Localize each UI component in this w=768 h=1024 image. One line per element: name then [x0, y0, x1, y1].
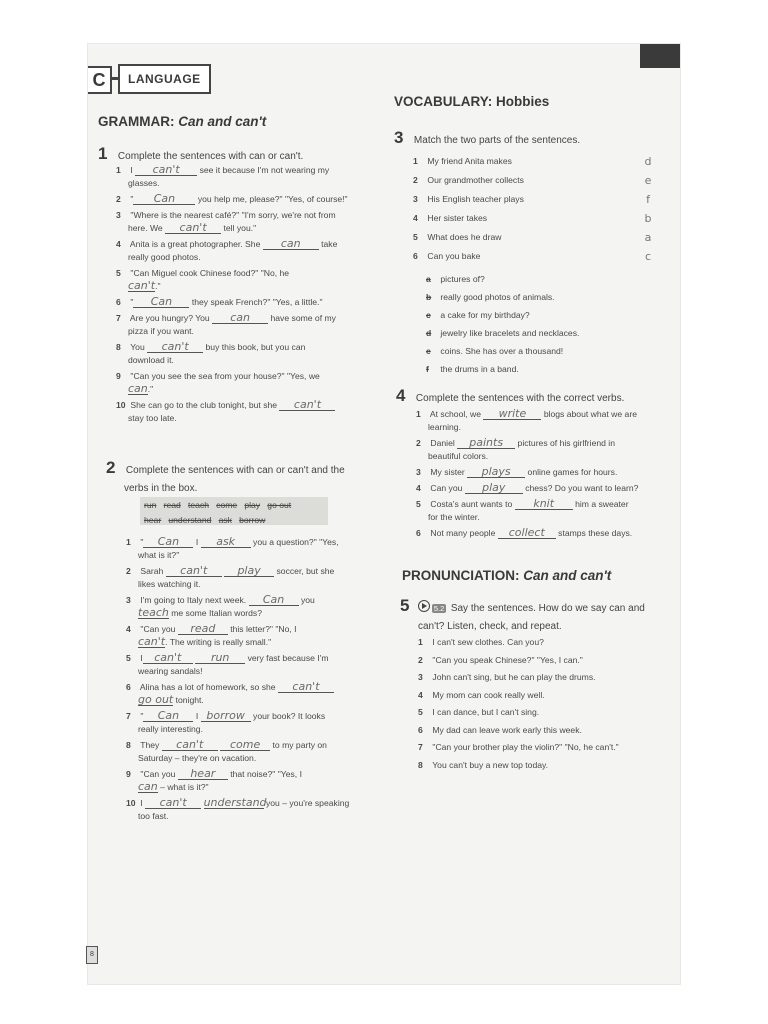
- list-item: 8 You can't buy this book, but you can download it.: [116, 340, 306, 365]
- list-item: 4 "Can you read this letter?" "No, I can't. The writing is really small.": [126, 622, 297, 648]
- word-box-word: hear: [144, 515, 162, 525]
- margin-answers: [640, 152, 656, 266]
- list-item: 4 Can you play chess? Do you want to learn?: [416, 481, 639, 494]
- list-item: 6 Not many people collect stamps these days.: [416, 526, 633, 539]
- vocabulary-title-topic: Hobbies: [496, 94, 550, 109]
- list-item: 4 Her sister takes: [413, 213, 488, 223]
- list-item: a pictures of?: [426, 274, 485, 284]
- list-item: 7 Are you hungry? You can have some of my pizza if you want.: [116, 311, 336, 336]
- section-label: LANGUAGE: [118, 64, 211, 94]
- section-letter: C: [88, 66, 112, 94]
- answer-blank[interactable]: can't: [147, 341, 203, 353]
- answer-blank[interactable]: play: [465, 482, 523, 494]
- list-item: 1 My friend Anita makes: [413, 156, 512, 166]
- exercise-instruction: Complete the sentences with can or can't and the: [125, 465, 345, 476]
- answer-blank[interactable]: Can: [143, 536, 193, 548]
- exercise-4-heading: [396, 386, 624, 406]
- margin-answer[interactable]: b: [644, 212, 652, 225]
- answer-blank[interactable]: come: [220, 739, 270, 751]
- exercise-3-right-column: [426, 270, 656, 378]
- word-box-word: run: [144, 500, 157, 510]
- answer-blank[interactable]: plays: [467, 466, 525, 478]
- answer-blank[interactable]: can: [212, 312, 268, 324]
- exercise-instruction: Complete the sentences with the correct verbs.: [415, 393, 625, 404]
- answer-blank[interactable]: teach: [138, 606, 169, 619]
- worksheet-content: [88, 44, 680, 984]
- margin-answer[interactable]: e: [644, 174, 652, 187]
- exercise-2-items: [126, 536, 381, 823]
- word-box-row: [140, 514, 328, 529]
- exercise-instruction: Complete the sentences with can or can't.: [117, 151, 304, 162]
- exercise-3-heading: [394, 128, 580, 148]
- answer-blank[interactable]: can: [138, 780, 158, 793]
- page-number: 8: [90, 951, 94, 958]
- answer-blank[interactable]: can't: [145, 797, 201, 809]
- grammar-title-prefix: GRAMMAR:: [98, 114, 175, 129]
- list-item: 1 At school, we write blogs about what we are learning.: [416, 407, 637, 432]
- margin-answer[interactable]: f: [646, 193, 650, 206]
- vocabulary-title: [394, 94, 549, 109]
- list-item: 5 What does he draw: [413, 232, 502, 242]
- list-item: 7 " Can I borrow your book? It looks really interesting.: [126, 709, 326, 734]
- list-item: 2 "Can you speak Chinese?" "Yes, I can.": [418, 654, 583, 665]
- list-item: 10 I can't understand you – you're speaking too fast.: [126, 796, 350, 821]
- answer-blank[interactable]: go out: [138, 693, 174, 706]
- list-item: 3 "Where is the nearest café?" "I'm sorry, we're not from here. We can't tell you.": [116, 210, 336, 234]
- list-item: 10 She can go to the club tonight, but she can't stay too late.: [116, 399, 371, 425]
- answer-blank[interactable]: can't: [278, 681, 334, 693]
- list-item: 2 Daniel paints pictures of his girlfriend in beautiful colors.: [416, 436, 615, 461]
- answer-blank[interactable]: can't: [279, 399, 335, 411]
- list-item: c a cake for my birthday?: [426, 310, 530, 320]
- word-box-word: come: [216, 500, 238, 510]
- list-item: 1 I can't sew clothes. Can you?: [418, 637, 544, 647]
- answer-blank[interactable]: play: [224, 565, 274, 577]
- list-item: 3 My sister plays online games for hours.: [416, 465, 618, 478]
- exercise-3-left-column: [413, 152, 613, 266]
- word-box-word: read: [163, 500, 181, 510]
- exercise-number: 1: [98, 144, 108, 163]
- list-item: 1 " Can I ask you a question?" "Yes, what is it?": [126, 535, 339, 560]
- list-item: 8 You can't buy a new top today.: [418, 759, 549, 770]
- exercise-instruction: Match the two parts of the sentences.: [413, 135, 581, 146]
- list-item: 4 My mom can cook really well.: [418, 689, 545, 700]
- list-item: d jewelry like bracelets and necklaces.: [426, 328, 580, 338]
- list-item: 5 I can dance, but I can't sing.: [418, 707, 540, 717]
- list-item: 5 I can't run very fast because I'm wearing sandals!: [126, 651, 329, 676]
- list-item: 6 My dad can leave work early this week.: [418, 724, 582, 735]
- answer-blank[interactable]: write: [483, 408, 541, 420]
- grammar-title-topic: Can and can't: [178, 114, 267, 129]
- margin-answer[interactable]: d: [644, 155, 652, 168]
- answer-blank[interactable]: ask: [201, 536, 251, 548]
- list-item: 7 "Can your brother play the violin?" "No, he can't.": [418, 742, 619, 752]
- answer-blank[interactable]: can't: [143, 652, 193, 664]
- list-item: 2 Sarah can't play soccer, but she likes watching it.: [126, 564, 335, 589]
- word-box-word: teach: [187, 500, 209, 510]
- list-item: 2 " Can you help me, please?" "Yes, of course!": [116, 192, 348, 205]
- list-item: 3 John can't sing, but he can play the drums.: [418, 672, 596, 682]
- word-box-word: ask: [218, 515, 232, 525]
- answer-blank[interactable]: can't: [166, 565, 222, 577]
- list-item: 9 "Can you hear that noise?" "Yes, I can – what is it?": [126, 767, 302, 793]
- word-box-word: play: [244, 500, 261, 510]
- exercise-number: 3: [394, 128, 404, 147]
- list-item: 3 His English teacher plays: [413, 194, 524, 204]
- answer-blank[interactable]: collect: [498, 527, 556, 539]
- pronunciation-title: [402, 568, 611, 583]
- exercise-instruction-cont: can't? Listen, check, and repeat.: [418, 621, 562, 632]
- list-item: 5 Costa's aunt wants to knit him a sweater for the winter.: [416, 497, 629, 522]
- exercise-instruction-cont: verbs in the box.: [124, 483, 198, 494]
- answer-blank[interactable]: Can: [133, 296, 189, 308]
- exercise-number: 5: [400, 596, 410, 615]
- list-item: 6 Can you bake: [413, 251, 481, 261]
- pronunciation-title-topic: Can and can't: [523, 568, 612, 583]
- exercise-5-heading: [400, 596, 670, 634]
- answer-blank[interactable]: can't: [128, 279, 156, 292]
- list-item: 8 They can't come to my party on Saturday – they're on vacation.: [126, 738, 327, 763]
- answer-blank[interactable]: knit: [515, 498, 573, 510]
- margin-answer[interactable]: c: [644, 250, 652, 263]
- list-item: 6 " Can they speak French?" "Yes, a little.": [116, 295, 323, 308]
- exercise-4-items: [416, 408, 668, 540]
- grammar-title: [98, 114, 266, 129]
- word-box-word: understand: [168, 515, 212, 525]
- answer-blank[interactable]: read: [178, 623, 228, 635]
- margin-answer[interactable]: a: [644, 231, 652, 244]
- pronunciation-title-prefix: PRONUNCIATION:: [402, 568, 520, 583]
- exercise-1-heading: [98, 144, 303, 164]
- exercise-instruction: Say the sentences. How do we say can and: [450, 603, 645, 614]
- answer-blank[interactable]: Can: [143, 710, 193, 722]
- answer-blank[interactable]: run: [195, 652, 245, 664]
- answer-blank[interactable]: can't: [138, 635, 166, 648]
- answer-blank[interactable]: can: [263, 238, 319, 250]
- answer-blank[interactable]: paints: [457, 437, 515, 449]
- exercise-number: 4: [396, 386, 406, 405]
- list-item: 3 I'm going to Italy next week. Can you teach me some Italian words?: [126, 593, 315, 619]
- answer-blank[interactable]: can: [128, 382, 148, 395]
- list-item: 1 I can't see it because I'm not wearing my glasses.: [116, 163, 330, 188]
- answer-blank[interactable]: borrow: [201, 710, 251, 722]
- list-item: e coins. She has over a thousand!: [426, 346, 564, 356]
- answer-blank[interactable]: can't: [162, 739, 218, 751]
- list-item: b really good photos of animals.: [426, 292, 555, 302]
- page-number-tab: [86, 946, 98, 964]
- answer-blank[interactable]: can't: [165, 222, 221, 234]
- vocabulary-title-prefix: VOCABULARY:: [394, 94, 493, 109]
- list-item: 2 Our grandmother collects: [413, 175, 524, 185]
- answer-blank[interactable]: Can: [249, 594, 299, 606]
- exercise-number: 2: [106, 458, 116, 477]
- answer-blank[interactable]: can't: [135, 164, 197, 176]
- answer-blank[interactable]: understand: [203, 796, 267, 809]
- list-item: f the drums in a band.: [426, 364, 519, 374]
- list-item: 9 "Can you see the sea from your house?" "Yes, we can.": [116, 371, 320, 395]
- word-box-word: borrow: [239, 515, 266, 525]
- exercise-5-items: [418, 634, 668, 774]
- list-item: 6 Alina has a lot of homework, so she can't go out tonight.: [126, 681, 381, 707]
- word-box-word: go out: [267, 500, 292, 510]
- answer-blank[interactable]: Can: [133, 193, 195, 205]
- audio-track-badge: 5.2: [433, 604, 445, 613]
- exercise-2-heading: [106, 458, 366, 496]
- list-item: 5 "Can Miguel cook Chinese food?" "No, he can't.": [116, 268, 290, 292]
- word-box: [140, 497, 328, 525]
- audio-play-icon[interactable]: [418, 600, 430, 612]
- answer-blank[interactable]: hear: [178, 768, 228, 780]
- exercise-1-items: [116, 164, 371, 425]
- word-box-row: [140, 497, 328, 514]
- list-item: 4 Anita is a great photographer. She can take really good photos.: [116, 237, 338, 262]
